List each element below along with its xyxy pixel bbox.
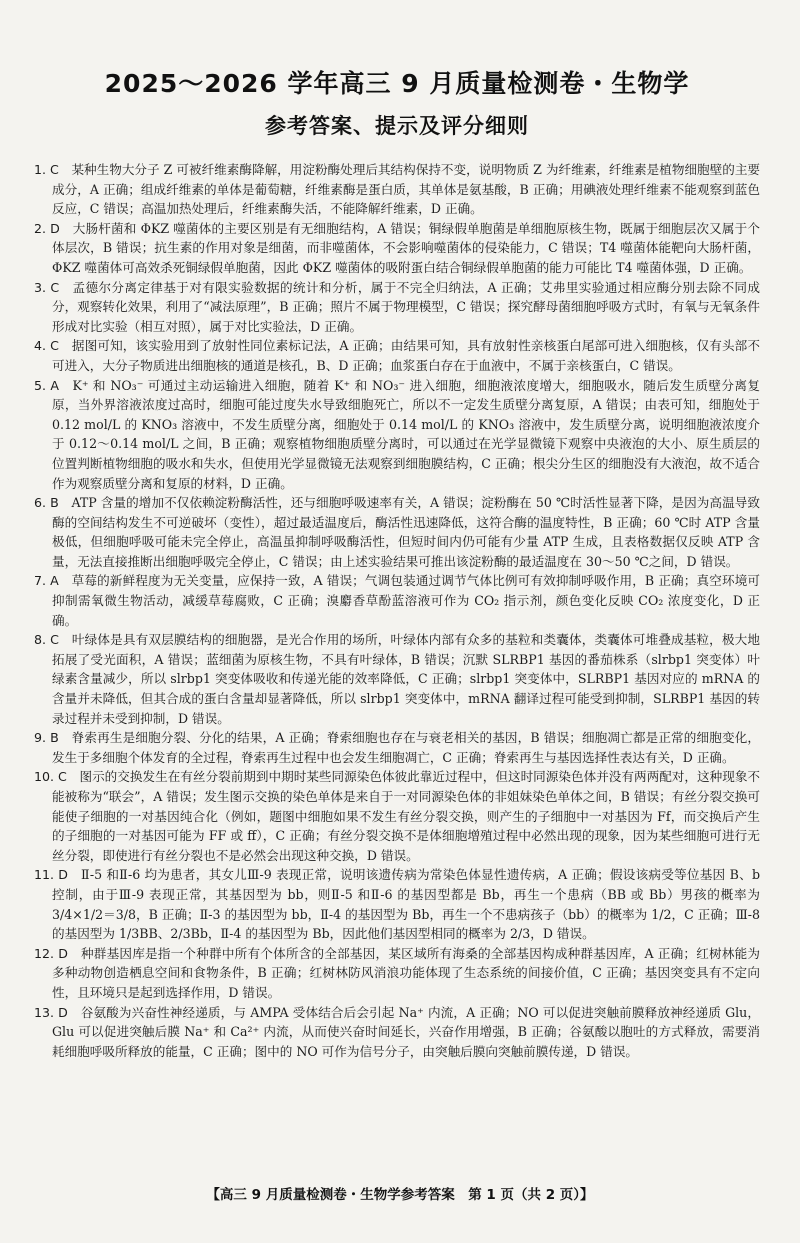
answer-item xyxy=(34,728,760,767)
answer-number: 13. D xyxy=(34,1004,68,1020)
answer-item xyxy=(34,944,760,1003)
answer-text: 叶绿体是具有双层膜结构的细胞器，是光合作用的场所，叶绿体内部有众多的基粒和类囊体，类囊体可堆叠成基粒，极大地拓展了受光面积，A 错误；蓝细菌为原核生物，不具有叶绿体，B 错误；沉默 SLRBP1 基因的番茄株系（slrbp1 突变体）叶绿素含量减少，所以 slrbp1 突变体吸收和传递光能的效率降低，C 正确；slrbp1 突变体中，SLRBP1 基因对应的 mRNA 的含量并未降低，但其合成的蛋白含量却显著降低，所以 slrbp1 突变体中，mRNA 翻译过程可能受到抑制，SLRBP1 基因的转录过程并未受到抑制，D 错误。 xyxy=(52,632,761,726)
answer-text: 脊索再生是细胞分裂、分化的结果，A 正确；脊索细胞也存在与衰老相关的基因，B 错误；细胞凋亡都是正常的细胞变化，发生于多细胞个体发育的全过程，脊索再生过程中也会发生细胞凋亡，C 正确；脊索再生与基因选择性表达有关，D 正确。 xyxy=(52,730,761,765)
answer-item xyxy=(34,865,760,943)
answer-number: 12. D xyxy=(34,945,68,961)
answer-number: 9. B xyxy=(34,730,59,746)
answer-item xyxy=(34,278,760,337)
answer-text: 草莓的新鲜程度为无关变量，应保持一致，A 错误；气调包装通过调节气体比例可有效抑制呼吸作用，B 正确；真空环境可抑制需氧微生物活动，减缓草莓腐败，C 正确；溴麝香草酚蓝溶液可作为 CO₂ 指示剂，颜色变化反映 CO₂ 浓度变化，D 正确。 xyxy=(52,573,761,628)
answer-text: 种群基因库是指一个种群中所有个体所含的全部基因，某区域所有海桑的全部基因构成种群基因库，A 正确；红树林能为多种动物创造栖息空间和食物条件，B 正确；红树林防风消浪功能体现了生态系统的间接价值，C 正确；基因突变具有不定向性，且环境只是起到选择作用，D 错误。 xyxy=(52,945,761,1000)
answer-text: 孟德尔分离定律基于对有限实验数据的统计和分析，属于不完全归纳法，A 正确；艾弗里实验通过相应酶分别去除不同成分，观察转化效果，利用了“减法原理”，B 正确；照片不属于物理模型，C 错误；探究酵母菌细胞呼吸方式时，有氧与无氧条件形成对比实验（相互对照），属于对比实验法，D 正确。 xyxy=(52,279,760,334)
answer-number: 2. D xyxy=(34,220,60,236)
answer-list xyxy=(34,160,760,1061)
answer-number: 3. C xyxy=(34,279,60,295)
answer-item xyxy=(34,376,760,494)
answer-number: 11. D xyxy=(34,867,68,883)
page-footer: 【高三 9 月质量检测卷・生物学参考答案 第 1 页（共 2 页）】 xyxy=(206,1187,594,1203)
answer-text: 某种生物大分子 Z 可被纤维素酶降解，用淀粉酶处理后其结构保持不变，说明物质 Z 为纤维素，纤维素是植物细胞壁的主要成分，A 正确；组成纤维素的单体是葡萄糖，纤维素酶是蛋白质，其单体是氨基酸，B 正确；用碘液处理纤维素不能观察到蓝色反应，C 错误；高温加热处理后，纤维素酶失活，不能降解纤维素，D 正确。 xyxy=(52,162,761,217)
answer-item xyxy=(34,767,760,865)
answer-number: 5. A xyxy=(34,377,60,393)
answer-text: 据图可知，该实验用到了放射性同位素标记法，A 正确；由结果可知，具有放射性亲核蛋白尾部可进入细胞核，仅有头部不可进入，大分子物质进出细胞核的通道是核孔，B、D 正确；血浆蛋白存在于血液中，不属于亲核蛋白，C 错误。 xyxy=(52,338,761,373)
answer-number: 8. C xyxy=(34,632,59,648)
answer-item xyxy=(34,493,760,571)
page-subtitle: 参考答案、提示及评分细则 xyxy=(265,114,529,138)
answer-text: 谷氨酸为兴奋性神经递质，与 AMPA 受体结合后会引起 Na⁺ 内流，A 正确；NO 可以促进突触前膜释放神经递质 Glu，Glu 可以促进突触后膜 Na⁺ 和 Ca²⁺ 内流，从而使兴奋时间延长，兴奋作用增强，B 正确；谷氨酸以胞吐的方式释放，需要消耗细胞呼吸所释放的能量，C 正确；图中的 NO 可作为信号分子，由突触后膜向突触前膜传递，D 错误。 xyxy=(52,1004,760,1059)
answer-item xyxy=(34,219,760,278)
page-title: 2025～2026 学年高三 9 月质量检测卷・生物学 xyxy=(104,69,690,98)
answer-text: ATP 含量的增加不仅依赖淀粉酶活性，还与细胞呼吸速率有关，A 错误；淀粉酶在 50 ℃时活性显著下降，是因为高温导致酶的空间结构发生不可逆破坏（变性），超过最适温度后，酶活性迅速降低，这符合酶的温度特性，B 正确；60 ℃时 ATP 含量极低，但细胞呼吸可能未完全停止，高温虽抑制呼吸酶活性，但短时间内仍可能有少量 ATP 生成，且表格数据仅反映 ATP 含量，无法直接推断出细胞呼吸完全停止，C 错误；由上述实验结果可推出该淀粉酶的最适温度在 30～50 ℃之间，D 错误。 xyxy=(52,495,760,569)
answer-text: Ⅱ-5 和Ⅱ-6 均为患者，其女儿Ⅲ-9 表现正常，说明该遗传病为常染色体显性遗传病，A 正确；假设该病受等位基因 B、b 控制，由于Ⅲ-9 表现正常，其基因型为 bb，则Ⅱ-5 和Ⅱ-6 的基因型都是 Bb，再生一个患病（BB 或 Bb）男孩的概率为 3/4×1/2＝3/8，B 正确；Ⅱ-3 的基因型为 bb，Ⅱ-4 的基因型为 Bb，再生一个不患病孩子（bb）的概率为 1/2，C 正确；Ⅲ-8 的基因型为 1/3BB、2/3Bb，Ⅱ-4 的基因型为 Bb，因此他们基因型相同的概率为 2/3，D 错误。 xyxy=(52,867,760,942)
answer-number: 10. C xyxy=(34,769,67,785)
answer-item xyxy=(34,1003,760,1062)
answer-text: 图示的交换发生在有丝分裂前期到中期时某些同源染色体彼此靠近过程中，但这时同源染色体并没有两两配对，这种现象不能被称为“联会”，A 错误；发生图示交换的染色单体是来自于一对同源染色体的非姐妹染色单体之间，B 错误；有丝分裂交换可能使子细胞的一对基因纯合化（例如，题图中细胞如果不发生有丝分裂交换，则产生的子细胞中一对基因为 Ff，而交换后产生的子细胞的一对基因可能为 FF 或 ff），C 正确；有丝分裂交换不是体细胞增殖过程中必然出现的现象，因为某些细胞可进行无丝分裂，即使进行有丝分裂也不是必然会出现这种交换，D 错误。 xyxy=(52,769,761,863)
answer-item xyxy=(34,160,760,219)
answer-item xyxy=(34,336,760,375)
answer-number: 6. B xyxy=(34,495,59,511)
answer-number: 4. C xyxy=(34,338,59,354)
answer-text: K⁺ 和 NO₃⁻ 可通过主动运输进入细胞，随着 K⁺ 和 NO₃⁻ 进入细胞，细胞液浓度增大，细胞吸水，随后发生质壁分离复原，当外界溶液浓度过高时，细胞可能过度失水导致细胞死亡，所以不一定发生质壁分离复原，A 错误；由表可知，细胞处于 0.12 mol/L 的 KNO₃ 溶液中，不发生质壁分离，细胞处于 0.14 mol/L 的 KNO₃ 溶液中，发生质壁分离，说明细胞液浓度介于 0.12～0.14 mol/L 之间，B 正确；观察植物细胞质壁分离时，可以通过在光学显微镜下观察中央液泡的大小、原生质层的位置判断植物细胞的吸水和失水，但使用光学显微镜无法观察到细胞膜结构，C 正确；根尖分生区的细胞没有大液泡，故不适合作为观察质壁分离和复原的材料，D 正确。 xyxy=(52,377,761,491)
answer-number: 1. C xyxy=(34,162,59,177)
answer-item xyxy=(34,630,760,728)
answer-number: 7. A xyxy=(34,573,59,589)
answer-text: 大肠杆菌和 ΦKZ 噬菌体的主要区别是有无细胞结构，A 错误；铜绿假单胞菌是单细胞原核生物，既属于细胞层次又属于个体层次，B 错误；抗生素的作用对象是细菌，而非噬菌体，不会影响噬菌体的侵染能力，C 错误；T4 噬菌体能靶向大肠杆菌，ΦKZ 噬菌体可高效杀死铜绿假单胞菌，因此 ΦKZ 噬菌体的吸附蛋白结合铜绿假单胞菌的能力可能比 T4 噬菌体强，D 正确。 xyxy=(52,220,761,275)
answer-item xyxy=(34,571,760,630)
